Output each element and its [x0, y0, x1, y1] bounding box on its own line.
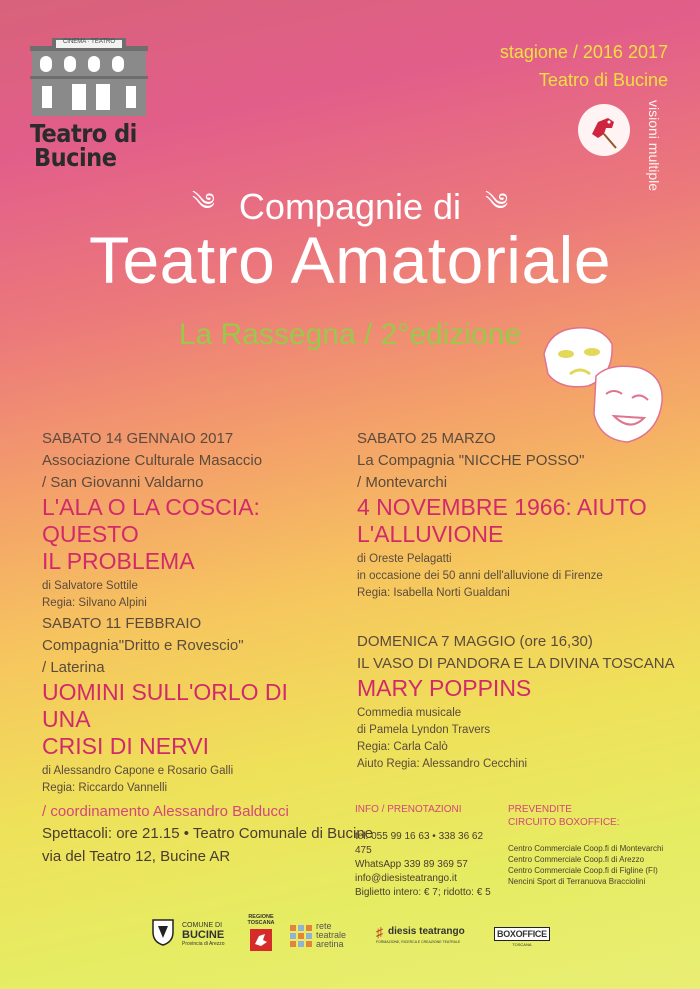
comune-line-2: BUCINE [182, 929, 225, 941]
event-3 [357, 428, 677, 602]
rete-line-2: teatrale [316, 930, 347, 940]
event-company: IL VASO DI PANDORA E LA DIVINA TOSCANA [357, 655, 675, 672]
event-title: L'ALA O LA COSCIA: QUESTO [42, 494, 260, 547]
info-email: info@diesisteatrango.it [355, 873, 457, 884]
presale-location: Centro Commerciale Coop.fi di Arezzo [508, 855, 645, 864]
logo-line-2: Bucine [34, 143, 117, 172]
horse-icon [578, 104, 630, 156]
event-company: Associazione Culturale Masaccio [42, 452, 263, 469]
event-author: di Oreste Pelagatti [357, 553, 452, 565]
comune-line-1: COMUNE DI [182, 922, 223, 929]
event-director: Regia: Isabella Norti Gualdani [357, 587, 510, 599]
event-author: di Alessandro Capone e Rosario Galli [42, 765, 234, 777]
coordination: / coordinamento Alessandro Balducci [42, 803, 289, 820]
presale-title: PREVENDITE [508, 804, 572, 815]
event-director: Regia: Carla Calò [357, 741, 448, 753]
theatre-logo-sign: CINEMA · TEATRO [62, 39, 116, 45]
main-title: Teatro Amatoriale [88, 223, 612, 297]
diesis-symbol-icon: ♯ [376, 924, 383, 940]
info-whatsapp: WhatsApp 339 89 369 57 [355, 859, 468, 870]
season-venue: Teatro di Bucine [538, 70, 668, 90]
diesis-subtitle: FORMAZIONE, RICERCA E CREAZIONE TEATRALE [376, 940, 461, 944]
event-4 [357, 631, 677, 773]
event-director: Regia: Silvano Alpini [42, 597, 147, 609]
season-years: stagione / 2016 2017 [499, 42, 668, 62]
event-title-cont: CRISI DI NERVI [42, 733, 209, 759]
event-assistant-director: Aiuto Regia: Alessandro Cecchini [357, 758, 528, 770]
rete-line-1: rete [316, 921, 332, 931]
event-author: di Salvatore Sottile [42, 580, 138, 592]
coat-of-arms-icon [152, 918, 174, 946]
event-date: SABATO 14 GENNAIO 2017 [42, 430, 234, 447]
event-place: / San Giovanni Valdarno [42, 474, 204, 491]
regione-line-2: TOSCANA [247, 920, 275, 926]
presale-block [508, 803, 678, 887]
event-date: DOMENICA 7 MAGGIO (ore 16,30) [357, 633, 593, 650]
event-title-cont: L'ALLUVIONE [357, 521, 504, 547]
event-place: / Laterina [42, 659, 105, 676]
info-block [355, 803, 500, 900]
regione-line-1: REGIONE [248, 914, 274, 920]
event-company: Compagnia"Dritto e Rovescio" [42, 637, 244, 654]
boxoffice-subtitle: TOSCANA [512, 942, 532, 947]
presale-location: Centro Commerciale Coop.fi di Figline (FI) [508, 866, 658, 875]
boxoffice-name: BOXOFFICE [494, 927, 550, 941]
event-2 [42, 613, 342, 797]
pegasus-icon [249, 928, 273, 952]
info-phone: tel. 055 99 16 63 • 338 36 62 475 [355, 831, 484, 856]
event-title: MARY POPPINS [357, 675, 532, 701]
presale-circuit: CIRCUITO BOXOFFICE: [508, 817, 620, 828]
theatre-building-icon [30, 36, 148, 118]
diesis-name: diesis teatrango [388, 926, 465, 937]
event-date: SABATO 25 MARZO [357, 430, 496, 447]
logo-line-1: Teatro di [30, 119, 137, 148]
show-time-venue: Spettacoli: ore 21.15 • Teatro Comunale di Bucine [42, 825, 374, 842]
event-genre: Commedia musicale [357, 707, 462, 719]
season-info [500, 38, 668, 94]
ornament-right-icon: ༄ [485, 189, 508, 216]
visioni-multiple-label: visioni multiple [646, 100, 662, 192]
presale-location: Nencini Sport di Terranuova Bracciolini [508, 877, 646, 886]
event-company: La Compagnia "NICCHE POSSO" [357, 452, 585, 469]
venue-address: via del Teatro 12, Bucine AR [42, 848, 231, 865]
rete-grid-icon [290, 925, 312, 947]
event-place: / Montevarchi [357, 474, 448, 491]
info-title: INFO / PRENOTAZIONI [355, 804, 462, 815]
event-title: UOMINI SULL'ORLO DI UNA [42, 679, 288, 732]
event-1 [42, 428, 342, 612]
title-sub-text: Compagnie di [238, 186, 462, 228]
event-title: 4 NOVEMBRE 1966: AIUTO [357, 494, 647, 520]
rete-line-3: aretina [316, 939, 344, 949]
edition-subtitle: La Rassegna / 2°edizione [178, 318, 522, 351]
event-note: in occasione dei 50 anni dell'alluvione di Firenze [357, 570, 603, 582]
event-author: di Pamela Lyndon Travers [357, 724, 491, 736]
info-ticket-price: Biglietto intero: € 7; ridotto: € 5 [355, 887, 491, 898]
ornament-left-icon: ༄ [191, 189, 215, 216]
sponsor-boxoffice [494, 927, 550, 947]
event-director: Regia: Riccardo Vannelli [42, 782, 168, 794]
sponsor-regione-toscana [246, 914, 276, 952]
presale-location: Centro Commerciale Coop.fi di Montevarchi [508, 844, 664, 853]
event-date: SABATO 11 FEBBRAIO [42, 615, 202, 632]
comune-line-3: Provincia di Arezzo [182, 941, 225, 947]
theatre-logo [30, 36, 150, 170]
event-title-cont: IL PROBLEMA [42, 548, 195, 574]
